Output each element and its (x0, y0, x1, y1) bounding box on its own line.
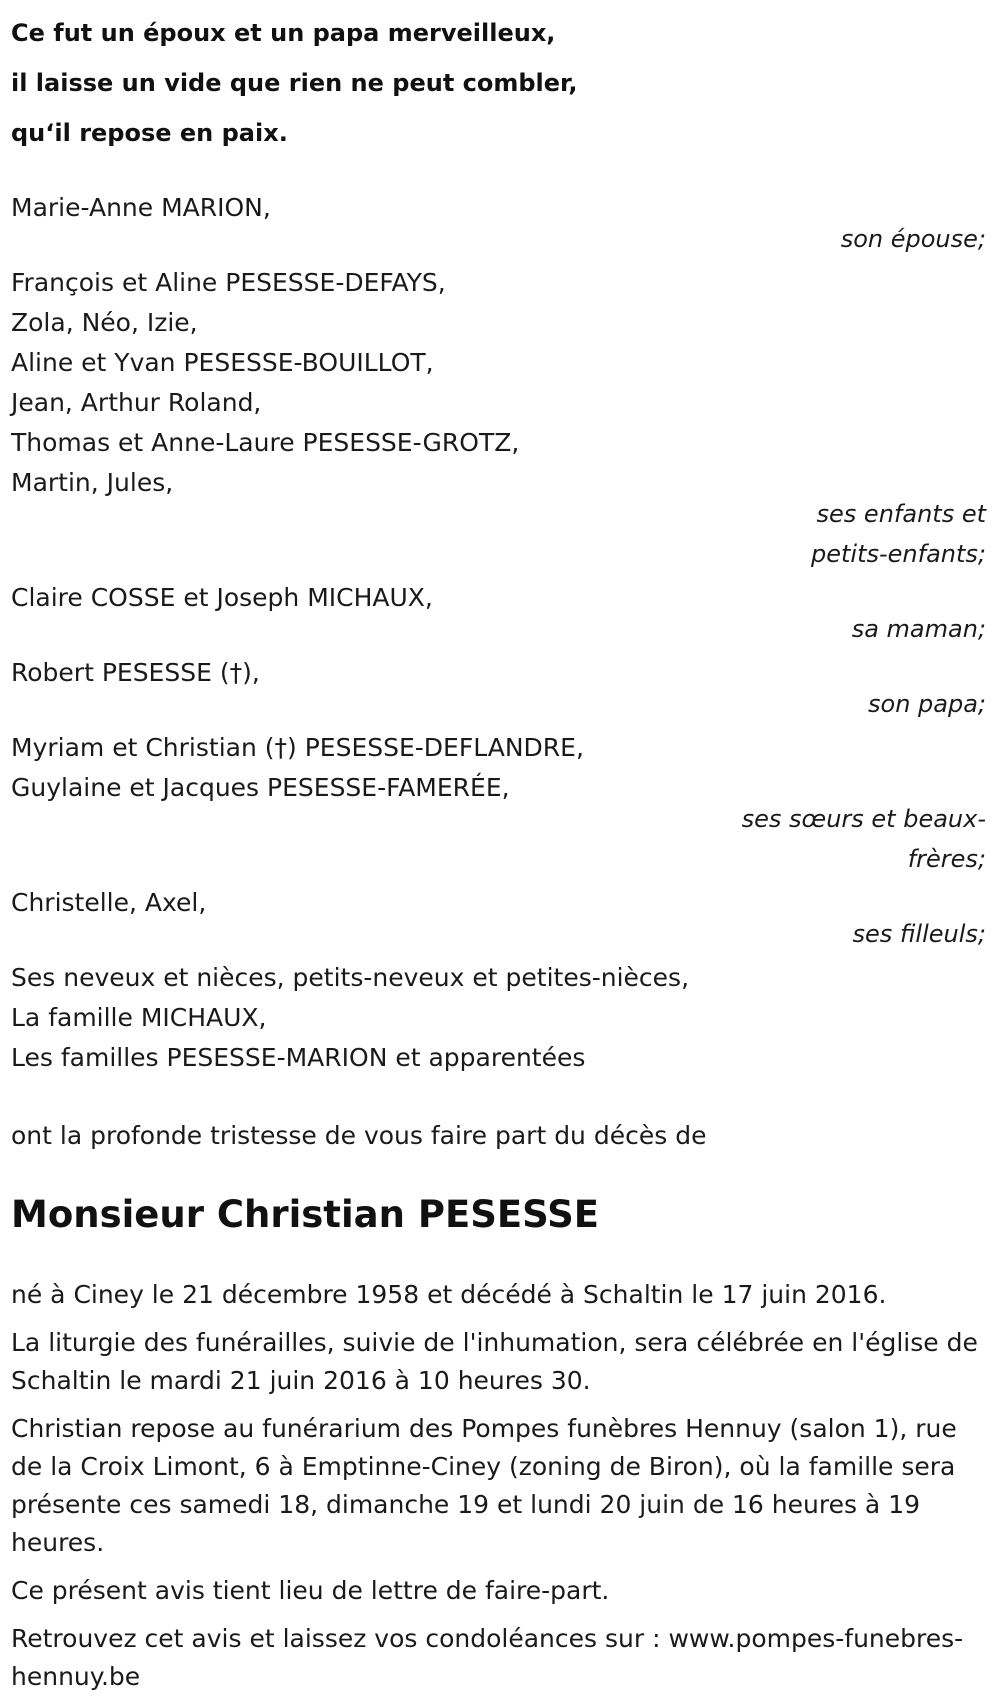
details-section (11, 1276, 988, 1696)
relation-label: ses sœurs et beaux- frères; (741, 805, 986, 873)
family-name: Myriam et Christian (†) PESESSE-DEFLANDRE, (11, 733, 584, 762)
family-name: Christelle, Axel, (11, 888, 207, 917)
notice-disclaimer: Ce présent avis tient lieu de lettre de faire-part. (11, 1576, 610, 1605)
family-group-spouse (11, 188, 988, 259)
family-name: La famille MICHAUX, (11, 1003, 267, 1032)
family-name: Guylaine et Jacques PESESSE-FAMERÉE, (11, 773, 510, 802)
family-name: Robert PESESSE (†), (11, 658, 260, 687)
family-name: Thomas et Anne-Laure PESESSE-GROTZ, (11, 428, 520, 457)
family-name: Les familles PESESSE-MARION et apparentées (11, 1043, 586, 1072)
tribute-line: qu‘il repose en paix. (11, 119, 288, 147)
relation-label: ses filleuls; (852, 920, 986, 948)
family-name: Jean, Arthur Roland, (11, 388, 262, 417)
relation-label: son papa; (868, 690, 986, 718)
funerarium-info: Christian repose au funérarium des Pompes funèbres Hennuy (salon 1), rue de la Croix Limont, 6 à Emptinne-Ciney (zoning de Biron), où la famille sera présente ces samedi 18, dimanche 19 et lundi 20 juin de 16 heures à 19 heures. (11, 1414, 957, 1557)
family-name: Martin, Jules, (11, 468, 174, 497)
family-name: Aline et Yvan PESESSE-BOUILLOT, (11, 348, 434, 377)
family-group-godchildren (11, 883, 988, 954)
funeral-info: La liturgie des funérailles, suivie de l'inhumation, sera célébrée en l'église de Schaltin le mardi 21 juin 2016 à 10 heures 30. (11, 1328, 978, 1395)
birth-death-info: né à Ciney le 21 décembre 1958 et décédé à Schaltin le 17 juin 2016. (11, 1280, 887, 1309)
relation-label: sa maman; (851, 615, 986, 643)
condolences-link-text: Retrouvez cet avis et laissez vos condoléances sur : www.pompes-funebres-hennuy.be (11, 1624, 964, 1691)
tribute-verse (11, 0, 988, 158)
tribute-line: Ce fut un époux et un papa merveilleux, (11, 19, 556, 47)
family-name: Zola, Néo, Izie, (11, 308, 198, 337)
family-name: Marie-Anne MARION, (11, 193, 271, 222)
family-name: François et Aline PESESSE-DEFAYS, (11, 268, 446, 297)
relation-label: son épouse; (840, 225, 986, 253)
family-name: Ses neveux et nièces, petits-neveux et petites-nièces, (11, 963, 690, 992)
extended-family (11, 958, 988, 1078)
family-group-father (11, 653, 988, 724)
tribute-line: il laisse un vide que rien ne peut combler, (11, 69, 578, 97)
family-group-siblings (11, 728, 988, 879)
relation-label: ses enfants et petits-enfants; (811, 500, 986, 568)
family-group-children (11, 263, 988, 574)
family-name: Claire COSSE et Joseph MICHAUX, (11, 583, 433, 612)
deceased-name: Monsieur Christian PESESSE (11, 1193, 600, 1236)
family-group-mother (11, 578, 988, 649)
announcement-text: ont la profonde tristesse de vous faire part du décès de (11, 1121, 707, 1150)
